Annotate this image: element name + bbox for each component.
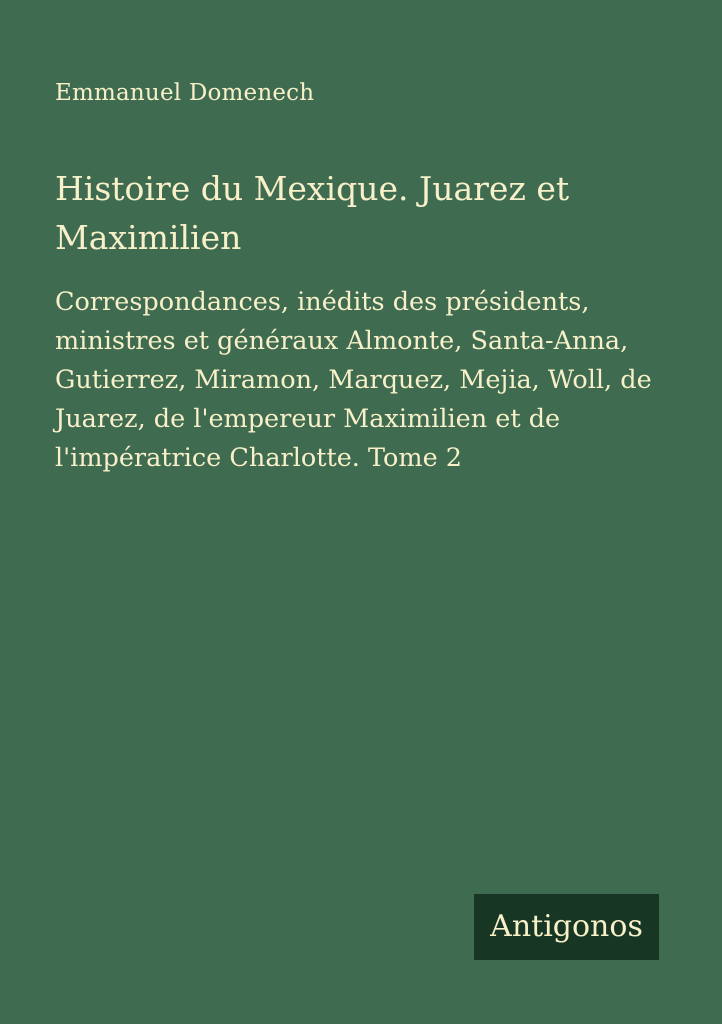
book-subtitle: Correspondances, inédits des présidents, ministres et généraux Almonte, Santa-Anna, Gutierrez, Miramon, Marquez, Mejia, Woll, de Juarez, de l'empereur Maximilien et de l'impératrice Charlotte. Tome 2	[55, 287, 652, 473]
publisher-logo: Antigonos	[474, 894, 659, 960]
author-name: Emmanuel Domenech	[55, 80, 315, 106]
book-title: Histoire du Mexique. Juarez et Maximilien	[55, 169, 570, 257]
